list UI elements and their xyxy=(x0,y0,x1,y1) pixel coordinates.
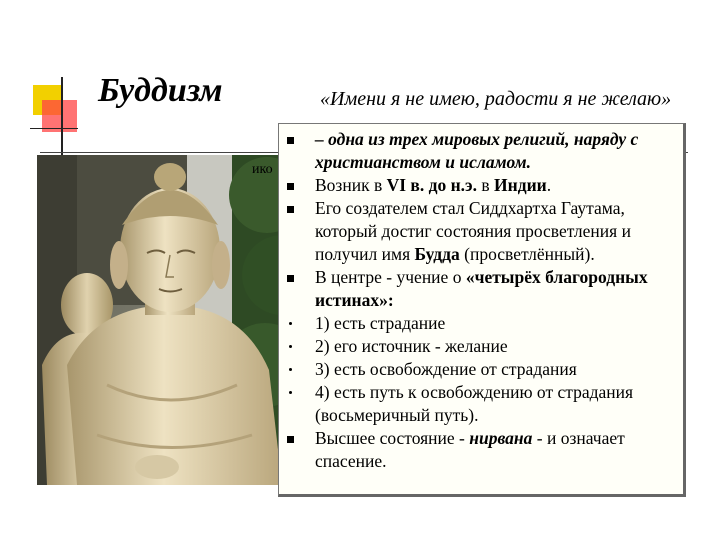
square-bullet-icon xyxy=(287,137,294,144)
bullet-item xyxy=(279,358,679,381)
square-bullet-icon xyxy=(287,275,294,282)
buddha-statues-photo xyxy=(37,155,302,485)
decor-horizontal-line xyxy=(30,128,78,129)
bullet-text: Высшее состояние - xyxy=(315,428,470,448)
bullet-text: 4) есть путь к освобождению от страдания (восьмеричный путь). xyxy=(315,382,634,425)
bullet-item xyxy=(279,266,679,312)
bullet-item xyxy=(279,427,679,473)
bullet-text: 2) его источник - желание xyxy=(315,336,508,356)
bullet-text: нирвана xyxy=(469,428,533,448)
bullet-text: VI в. до н.э. xyxy=(386,175,477,195)
slide-quote: «Имени я не имею, радости я не желаю» xyxy=(320,88,672,110)
bullet-item xyxy=(279,381,679,427)
slide-title: Буддизм xyxy=(98,72,223,109)
bullet-text: (просветлённый). xyxy=(459,244,595,264)
dot-bullet-icon xyxy=(289,322,292,325)
content-textbox xyxy=(278,123,686,497)
square-bullet-icon xyxy=(287,436,294,443)
bullet-text: - и означает спасение. xyxy=(315,428,625,471)
bullet-text: 3) есть освобождение от страдания xyxy=(315,359,577,379)
square-bullet-icon xyxy=(287,183,294,190)
dot-bullet-icon xyxy=(289,345,292,348)
bullet-text: Индии xyxy=(494,175,547,195)
square-bullet-icon xyxy=(287,206,294,213)
bullet-text: Будда xyxy=(414,244,460,264)
caption-fragment: ико xyxy=(252,162,273,177)
bullet-item xyxy=(279,174,679,197)
bullet-item xyxy=(279,128,679,174)
bullet-item xyxy=(279,312,679,335)
bullet-text: в xyxy=(477,175,495,195)
bullet-item xyxy=(279,197,679,266)
decor-vertical-line xyxy=(61,77,63,159)
bullet-text: «четырёх благородных истинах»: xyxy=(315,267,648,310)
bullet-text: 1) есть страдание xyxy=(315,313,446,333)
bullet-text: Его создателем стал Сиддхартха Гаутама, который достиг состояния просветления и получил имя xyxy=(315,198,631,264)
bullet-text: – одна из трех мировых религий, наряду с христианством и исламом. xyxy=(315,129,639,172)
bullet-text: В центре - учение о xyxy=(315,267,466,287)
bullet-item xyxy=(279,335,679,358)
dot-bullet-icon xyxy=(289,391,292,394)
bullet-list xyxy=(279,128,679,473)
bullet-text: . xyxy=(546,175,552,195)
dot-bullet-icon xyxy=(289,368,292,371)
bullet-text: Возник в xyxy=(315,175,387,195)
